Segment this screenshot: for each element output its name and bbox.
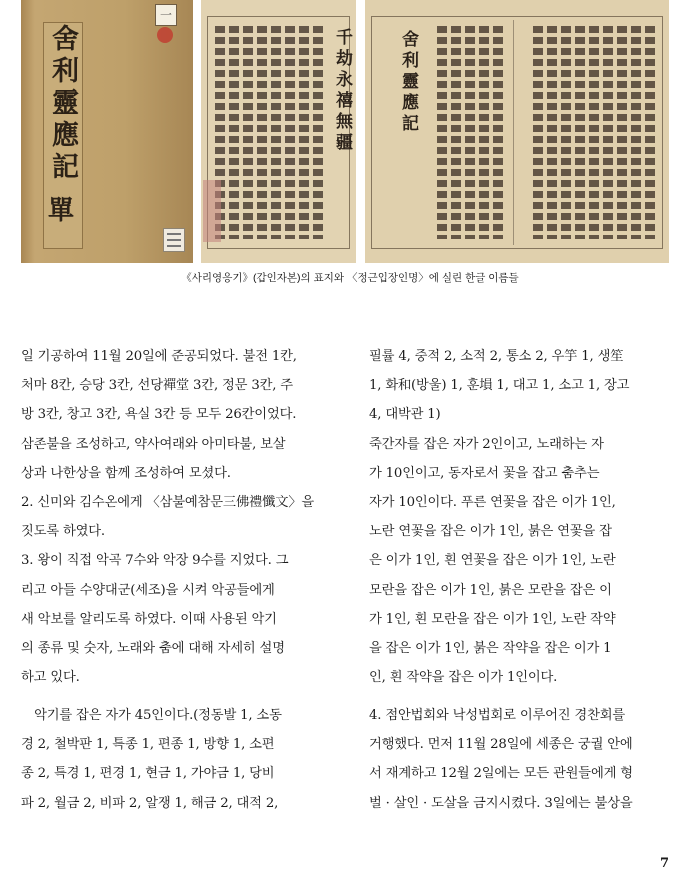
cover-subtitle: 單 [48, 196, 75, 226]
text-line: 3. 왕이 직접 악곡 7수와 악장 9수를 지었다. 그 [21, 553, 289, 569]
text-line: 가 10인이고, 동자로서 꽃을 잡고 춤추는 [369, 465, 600, 481]
text-line: 인, 흰 작약을 잡은 이가 1인이다. [369, 670, 558, 686]
text-line: 삼존불을 조성하고, 약사여래와 아미타불, 보살 [21, 436, 286, 452]
title-page-photo [365, 0, 669, 263]
text-line: 노란 연꽃을 잡은 이가 1인, 붉은 연꽃을 잡 [369, 524, 612, 540]
page-number: 7 [660, 856, 670, 871]
text-line: 은 이가 1인, 흰 연꽃을 잡은 이가 1인, 노란 [369, 553, 616, 569]
page-heading-left: 千劫永禧無疆 [332, 28, 352, 154]
text-line: 벌 · 살인 · 도살을 금지시켰다. 3일에는 불상을 [369, 795, 633, 811]
text-line: 상과 나한상을 함께 조성하여 모셨다. [21, 465, 231, 481]
text-line: 을 잡은 이가 1인, 붉은 작약을 잡은 이가 1 [369, 641, 612, 657]
left-column-bottom [21, 701, 326, 818]
library-seal-icon [157, 27, 173, 43]
call-number-sticker [163, 228, 185, 252]
page-heading-right: 舍利靈應記 [398, 30, 418, 135]
text-line: 종 2, 특경 1, 편경 1, 현금 1, 가야금 1, 당비 [21, 766, 275, 782]
red-seal-icon [203, 180, 221, 242]
text-line: 새 악보를 알리도록 하였다. 이때 사용된 악기 [21, 611, 277, 627]
cover-volume-tag: 一 [155, 4, 177, 26]
text-line: 방 3칸, 창고 3칸, 욕실 3칸 등 모두 26칸이었다. [21, 407, 297, 423]
right-column-bottom [369, 701, 674, 818]
text-line: 파 2, 월금 2, 비파 2, 알쟁 1, 해금 2, 대적 2, [21, 795, 279, 811]
text-line: 의 종류 및 숫자, 노래와 춤에 대해 자세히 설명 [21, 641, 285, 657]
text-line: 악기를 잡은 자가 45인이다.(정동발 1, 소동 [21, 708, 282, 723]
text-line: 4. 점안법회와 낙성법회로 이루어진 경찬회를 [369, 708, 625, 723]
book-cover-photo [21, 0, 193, 263]
text-line: 1, 화和(방울) 1, 훈塤 1, 대고 1, 소고 1, 장고 [369, 378, 630, 394]
text-line: 처마 8칸, 승당 3칸, 선당禪堂 3칸, 정문 3칸, 주 [21, 378, 293, 394]
text-line: 2. 신미와 김수온에게 〈삼불예참문三佛禮懺文〉을 [21, 495, 315, 511]
text-line: 서 재계하고 12월 2일에는 모든 관원들에게 형 [369, 766, 633, 782]
text-line: 일 기공하여 11월 20일에 준공되었다. 불전 1칸, [21, 349, 297, 364]
text-line: 가 1인, 흰 모란을 잡은 이가 1인, 노란 작약 [369, 611, 616, 627]
text-line: 경 2, 철박판 1, 특종 1, 편종 1, 방향 1, 소편 [21, 737, 275, 753]
name-list-page-photo [201, 0, 356, 263]
text-line: 4, 대박관 1) [369, 407, 441, 423]
text-line: 필률 4, 중적 2, 소적 2, 통소 2, 우竽 1, 생笙 [369, 349, 624, 364]
right-column-top [369, 342, 674, 692]
text-line: 리고 아들 수양대군(세조)을 시켜 악공들에게 [21, 582, 275, 598]
left-column-top [21, 342, 326, 692]
page-scan [365, 0, 669, 263]
text-line: 죽간자를 잡은 자가 2인이고, 노래하는 자 [369, 436, 604, 452]
figure-caption: 《사리영응기》(갑인자본)의 표지와 〈정근입장인명〉에 실린 한글 이름들 [181, 272, 519, 284]
text-line: 모란을 잡은 이가 1인, 붉은 모란을 잡은 이 [369, 582, 612, 598]
page-scan [201, 0, 356, 263]
text-line: 하고 있다. [21, 670, 80, 686]
text-line: 짓도록 하였다. [21, 524, 105, 540]
text-line: 자가 10인이다. 푸른 연꽃을 잡은 이가 1인, [369, 495, 616, 511]
text-line: 거행했다. 먼저 11월 28일에 세종은 궁궐 안에 [369, 737, 633, 753]
cover-title: 舍利靈應記 [47, 24, 78, 184]
